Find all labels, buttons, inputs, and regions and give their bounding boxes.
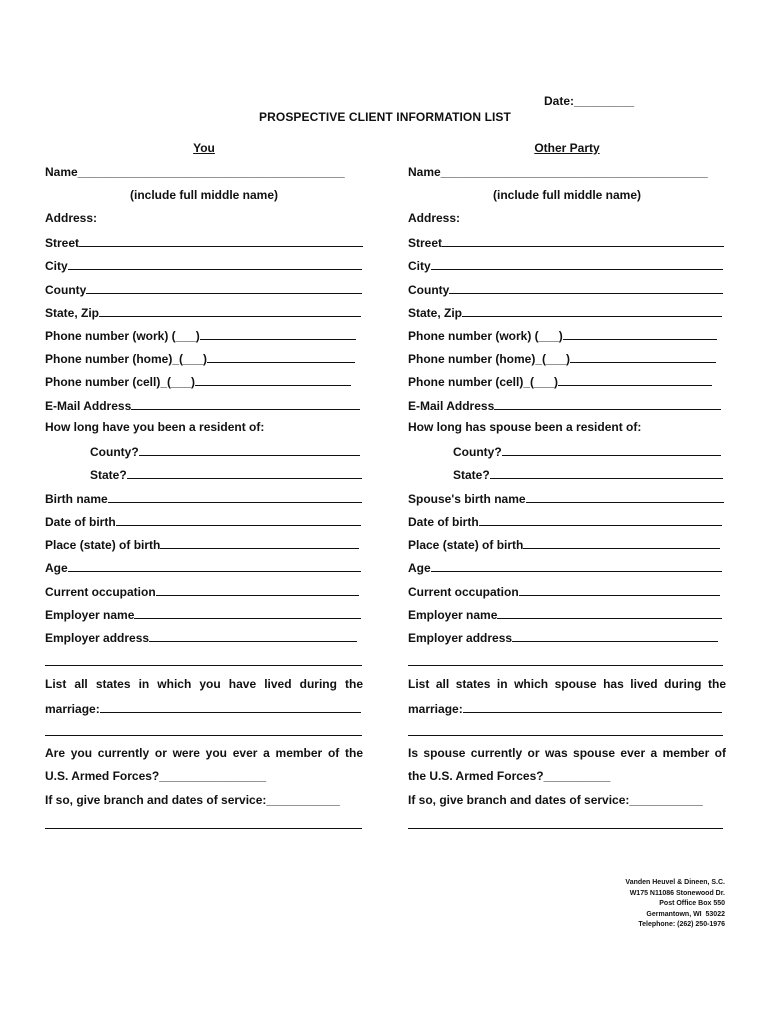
other-states-field[interactable]: marriage: xyxy=(408,699,722,715)
you-address-label: Address: xyxy=(45,211,98,225)
other-party-heading: Other Party xyxy=(534,141,600,155)
other-resident-state-field[interactable]: State? xyxy=(453,465,723,481)
you-states-line2[interactable] xyxy=(45,722,362,738)
you-phone-work-field[interactable]: Phone number (work) (___) xyxy=(45,326,356,342)
other-resident-county-field[interactable]: County? xyxy=(453,442,721,458)
you-resident-county-field[interactable]: County? xyxy=(90,442,360,458)
you-phone-cell-field[interactable]: Phone number (cell)_(___) xyxy=(45,372,351,388)
date-field[interactable]: Date:_________ xyxy=(544,94,635,108)
other-phone-cell-field[interactable]: Phone number (cell)_(___) xyxy=(408,372,712,388)
other-email-field[interactable]: E-Mail Address xyxy=(408,396,721,412)
other-name-note: (include full middle name) xyxy=(492,188,641,202)
other-branch-field[interactable]: If so, give branch and dates of service:___________ xyxy=(408,793,703,807)
you-branch-line2[interactable] xyxy=(45,815,362,831)
page-title: PROSPECTIVE CLIENT INFORMATION LIST xyxy=(259,110,511,124)
you-email-field[interactable]: E-Mail Address xyxy=(45,396,360,412)
you-occupation-field[interactable]: Current occupation xyxy=(45,582,359,598)
other-occupation-field[interactable]: Current occupation xyxy=(408,582,720,598)
other-employer-name-field[interactable]: Employer name xyxy=(408,605,722,621)
other-phone-home-field[interactable]: Phone number (home)_(___) xyxy=(408,349,716,365)
other-employer-address-field[interactable]: Employer address xyxy=(408,628,718,644)
firm-name: Vanden Heuvel & Dineen, S.C. xyxy=(625,879,725,886)
other-name-field[interactable]: Name________________________________________ xyxy=(408,165,708,179)
you-name-note: (include full middle name) xyxy=(129,188,278,202)
other-street-field[interactable]: Street xyxy=(408,233,724,249)
firm-city: Germantown, WI 53022 xyxy=(646,910,725,918)
other-age-field[interactable]: Age xyxy=(408,558,722,574)
you-street-field[interactable]: Street xyxy=(45,233,363,249)
you-age-field[interactable]: Age xyxy=(45,558,361,574)
you-phone-home-field[interactable]: Phone number (home)_(___) xyxy=(45,349,355,365)
firm-po-box: Post Office Box 550 xyxy=(659,900,725,907)
you-employer-name-field[interactable]: Employer name xyxy=(45,605,361,621)
other-armed-question: Is spouse currently or was spouse ever a member of xyxy=(408,746,726,760)
other-city-field[interactable]: City xyxy=(408,256,723,272)
you-resident-question: How long have you been a resident of: xyxy=(45,420,265,434)
other-states-line2[interactable] xyxy=(408,722,723,738)
firm-address-block xyxy=(470,878,725,931)
you-pob-field[interactable]: Place (state) of birth xyxy=(45,535,359,551)
other-dob-field[interactable]: Date of birth xyxy=(408,512,722,528)
you-states-field[interactable]: marriage: xyxy=(45,699,361,715)
you-resident-state-field[interactable]: State? xyxy=(90,465,362,481)
other-states-question: List all states in which spouse has lived during the xyxy=(408,677,726,691)
you-branch-field[interactable]: If so, give branch and dates of service:___________ xyxy=(45,793,340,807)
other-pob-field[interactable]: Place (state) of birth xyxy=(408,535,720,551)
other-address-label: Address: xyxy=(408,211,461,225)
other-birth-name-field[interactable]: Spouse's birth name xyxy=(408,489,724,505)
other-phone-work-field[interactable]: Phone number (work) (___) xyxy=(408,326,717,342)
you-city-field[interactable]: City xyxy=(45,256,362,272)
other-armed-field[interactable]: the U.S. Armed Forces?__________ xyxy=(408,769,611,783)
firm-street: W175 N11086 Stonewood Dr. xyxy=(629,889,725,897)
other-resident-question: How long has spouse been a resident of: xyxy=(408,420,642,434)
you-employer-address-line2[interactable] xyxy=(45,652,362,668)
other-employer-address-line2[interactable] xyxy=(408,652,723,668)
other-county-field[interactable]: County xyxy=(408,280,723,296)
other-state-zip-field[interactable]: State, Zip xyxy=(408,303,722,319)
you-name-field[interactable]: Name________________________________________ xyxy=(45,165,345,179)
you-armed-question: Are you currently or were you ever a member of the xyxy=(45,746,363,760)
you-dob-field[interactable]: Date of birth xyxy=(45,512,361,528)
you-state-zip-field[interactable]: State, Zip xyxy=(45,303,361,319)
you-county-field[interactable]: County xyxy=(45,280,362,296)
firm-phone: Telephone: (262) 250-1976 xyxy=(638,921,725,928)
you-states-question: List all states in which you have lived during the xyxy=(45,677,363,691)
other-branch-line2[interactable] xyxy=(408,815,723,831)
you-heading: You xyxy=(193,141,215,155)
you-birth-name-field[interactable]: Birth name xyxy=(45,489,362,505)
you-employer-address-field[interactable]: Employer address xyxy=(45,628,357,644)
you-armed-field[interactable]: U.S. Armed Forces?________________ xyxy=(45,769,267,783)
